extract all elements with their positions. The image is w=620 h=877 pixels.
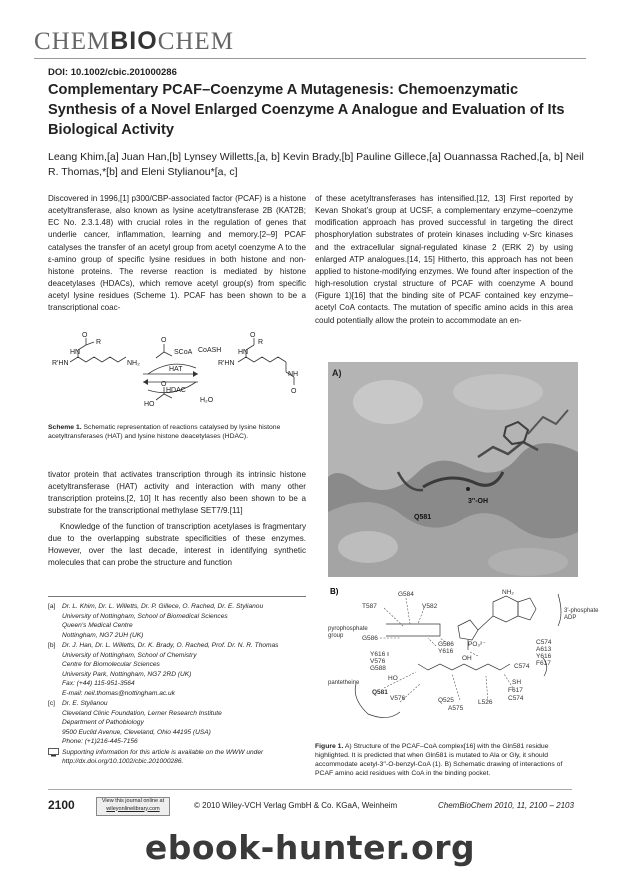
q581-label: Q581: [414, 514, 432, 521]
residue-label: C574: [514, 663, 530, 670]
adp-label-line: 3'-phosphate: [564, 608, 599, 614]
scheme-label: HAT: [169, 366, 183, 373]
atom-label: SH: [512, 679, 522, 686]
scheme-1-drawing: [48, 330, 306, 420]
pyrophosphate-label-line: pyrophosphate: [328, 626, 368, 632]
right-column-top: [315, 193, 573, 327]
scheme-caption: [48, 423, 306, 441]
figure-caption-text: A) Structure of the PCAF–CoA complex[16] with the Gln581 residue highlighted. It is predicted that when Gln581 is mutated to Ala or Gly, it should accommodate acetyl-3′′-O-benzyl-CoA (1). B) Schematic drawing of interactions of PCAF amino acid residues with CoA in the binding pocket.: [315, 743, 563, 777]
residue-label: L526: [478, 699, 493, 706]
scheme-label: CoASH: [198, 347, 222, 354]
residue-label: V576: [370, 658, 386, 665]
affiliations: [48, 602, 313, 768]
paragraph: Knowledge of the function of transcription acetylases is fragmentary due to the overlapping substrate specificities of these enzymes. However, over the last decade, interest in identifying synthetic molecules that can probe the structure and function: [48, 521, 306, 568]
pyrophosphate-label-line: group: [328, 633, 344, 639]
scheme-label: HDAC: [166, 387, 186, 394]
residue-label: G586: [438, 641, 454, 648]
affiliation-tag: [b]: [48, 642, 56, 649]
affiliation-a: [48, 602, 313, 640]
scheme-label: HO: [144, 401, 155, 408]
affiliation-text: Dr. E. Stylianou Cleveland Clinic Foundation, Lerner Research Institute Department of Pathobiology 9500 Euclid Avenue, Cleveland, Ohio 44195 (USA) Phone: (+1)216-445-7156: [62, 700, 222, 745]
residue-label: F617: [536, 660, 551, 667]
online-badge-line: View this journal online at: [101, 798, 165, 804]
panel-b-label: B): [330, 587, 339, 596]
footer-rule: [48, 789, 572, 790]
adp-label: [564, 608, 599, 621]
scheme-label: HN: [70, 349, 81, 356]
journal-logo: CHEMBIOCHEM: [34, 27, 234, 55]
scheme-label: O: [161, 381, 167, 388]
atom-label: HO: [388, 675, 398, 682]
scheme-caption-text: Schematic representation of reactions catalysed by lysine histone acetyltransferases (HAT) and lysine histone deacetylases (HDAC).: [48, 424, 281, 440]
scheme-label: NH₂: [127, 360, 140, 367]
watermark: ebook-hunter.org: [144, 828, 476, 867]
panel-a-label: A): [332, 368, 342, 378]
paragraph: of these acetyltransferases has intensified.[12, 13] First reported by Kevan Shokat’s group at UCSF, a complementary enzyme–coenzyme modification approach has proved successful in targeting the direct phosphorylation substrates of protein kinases including v-Src kinases and the extracellular signal-regulated kinase 2 (ERK 2) by using enlarged ATP analogues.[14, 15] Hitherto, this approach has not been applied to histone-modifying enzymes. We found after inspection of the high-resolution crystal structure of PCAF with coenzyme A bound (Figure 1)[16] that the binding site of PCAF contained key enzyme–acetyl CoA contacts. The mutation of specific amino acids in this area could potentially allow the protein to accommodate an en-: [315, 194, 573, 325]
pantetheine-label: pantetheine: [328, 680, 360, 686]
scheme-label: O: [161, 337, 167, 344]
residue-label: Q581: [372, 689, 388, 696]
left-column-bottom: [48, 469, 306, 569]
residue-label: Q525: [438, 697, 454, 704]
affiliation-tag: [c]: [48, 700, 55, 707]
citation: ChemBioChem 2010, 11, 2100 – 2103: [438, 801, 574, 810]
article-title: Complementary PCAF–Coenzyme A Mutagenesis: Chemoenzymatic Synthesis of a Novel Enlarged Coenzyme A Analogue and Evaluation of Its Biological Activity: [48, 82, 565, 138]
online-badge-link[interactable]: wileyonlinelibrary.com: [106, 805, 160, 812]
affiliation-text: Dr. J. Han, Dr. L. Willetts, Dr. K. Brady, O. Rached, Prof. Dr. N. R. Thomas University of Nottingham, School of Chemistry Centre for Biomolecular Sciences University Park, Nottingham, NG7 2RD (UK) Fax: (+44) 115-951-3564 E-mail: neil.thomas@nottingham.ac.uk: [62, 642, 279, 697]
affiliation-text: Dr. L. Khim, Dr. L. Willetts, Dr. P. Gillece, O. Rached, Dr. E. Stylianou University of Nottingham, School of Biomedical Sciences Queen’s Medical Centre Nottingham, NG7 2UH (UK): [62, 603, 264, 639]
affiliation-b: [48, 641, 313, 698]
scheme-label: O: [82, 332, 88, 339]
left-column-top: [48, 193, 306, 315]
residue-label: G584: [398, 591, 414, 598]
oh-label: 3''-OH: [468, 498, 489, 505]
scheme-caption-label: Scheme 1.: [48, 424, 82, 431]
residue-label: A575: [448, 705, 464, 712]
residue-label: V582: [422, 603, 438, 610]
author-list: Leang Khim,[a] Juan Han,[b] Lynsey Willetts,[a, b] Kevin Brady,[b] Pauline Gillece,[a] Ouannassa Rached,[a, b] Neil R. Thomas,*[b] and Eleni Stylianou*[a, c]: [48, 151, 584, 178]
figure-caption: [315, 742, 573, 778]
supporting-info-text[interactable]: Supporting information for this article is available on the WWW under http://dx.doi.org/10.1002/cbic.201000286.: [62, 748, 264, 765]
scheme-label: R: [96, 339, 102, 346]
residue-label: C574: [536, 639, 552, 646]
scheme-label: HN: [238, 349, 249, 356]
monitor-icon: [48, 748, 59, 761]
residue-label: Y616: [438, 648, 454, 655]
scheme-label: O: [250, 332, 256, 339]
scheme-label: NH: [288, 371, 299, 378]
residue-label: G586: [362, 635, 378, 642]
scheme-label: H₂O: [200, 397, 214, 404]
residue-label: Y616: [536, 653, 552, 660]
copyright: © 2010 Wiley-VCH Verlag GmbH & Co. KGaA, Weinheim: [194, 801, 398, 810]
affiliation-tag: [a]: [48, 603, 56, 610]
paragraph: tivator protein that activates transcription through its intrinsic histone acetyltransferase (HAT) activity and interaction with many other transcription proteins.[2, 10] It has recently also been shown to be a substrate for the transcriptional methylase SET7/9.[11]: [48, 470, 306, 516]
coa-interaction-diagram: [328, 584, 599, 734]
residue-label: A613: [536, 646, 552, 653]
online-badge[interactable]: [96, 797, 170, 816]
scheme-label: R: [258, 339, 264, 346]
doi: DOI: 10.1002/cbic.201000286: [48, 67, 177, 78]
figure-caption-label: Figure 1.: [315, 743, 344, 750]
atom-label: PO₃²⁻: [468, 641, 486, 648]
atom-label: OH: [462, 655, 472, 662]
affiliation-c: [48, 699, 313, 747]
intro-paragraph: Discovered in 1996,[1] p300/CBP-associated factor (PCAF) is a histone acetyltransferase, also known as lysine acetyltransferase 2B (KAT2B; EC No. 2.3.1.48) with crucial roles in the regulation of genes that underlie cancer, inflammation, learning and memory.[2–9] PCAF catalyses the transfer of an acetyl group from acetyl coenzyme A to the ε-amino group of specific lysine residues in both histone and non-histone proteins. The reverse reaction is mediated by histone deacetylases (HDACs), which remove acetyl group(s) from specific acetyl lysine residues (Scheme 1). PCAF has been shown to be a transcriptional coac-: [48, 194, 306, 313]
scheme-label: R'HN: [52, 360, 69, 367]
residue-label: C574: [508, 695, 524, 702]
atom-label: NH₂: [502, 589, 514, 596]
adp-label-line: ADP: [564, 615, 577, 621]
residue-label: Y616: [370, 651, 386, 658]
supporting-info: [48, 748, 313, 767]
protein-structure-image: [328, 362, 578, 577]
residue-label: V576: [390, 695, 406, 702]
page-number: 2100: [48, 798, 75, 812]
scheme-label: O: [291, 388, 297, 395]
header-rule: [34, 58, 586, 59]
scheme-label: R'HN: [218, 360, 235, 367]
footnote-rule: [48, 596, 306, 597]
residue-label: T587: [362, 603, 377, 610]
residue-label: G588: [370, 665, 386, 672]
residue-label: F617: [508, 687, 523, 694]
scheme-label: SCoA: [174, 349, 193, 356]
